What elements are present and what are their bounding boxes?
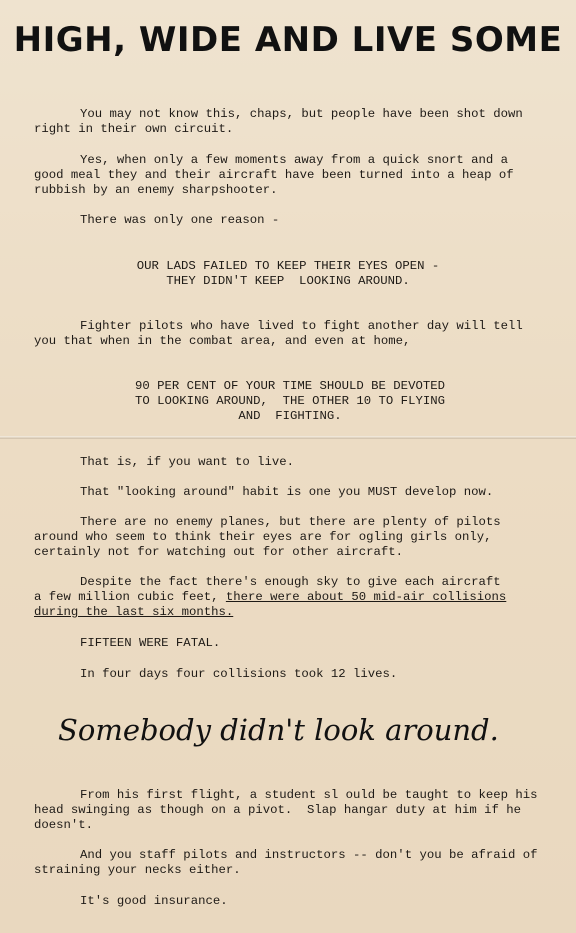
paragraph-7-line-3: certainly not for watching out for other aircraft. — [34, 545, 403, 559]
centered-block-1-line-1: OUR LADS FAILED TO KEEP THEIR EYES OPEN - — [136, 259, 440, 273]
paragraph-10: In four days four collisions took 12 lives. — [80, 667, 398, 681]
paragraph-4-line-2: you that when in the combat area, and even at home, — [34, 334, 411, 348]
paragraph-2-line-3: rubbish by an enemy sharpshooter. — [34, 183, 278, 197]
paragraph-5: That is, if you want to live. — [80, 455, 295, 469]
paragraph-7-line-2: around who seem to think their eyes are for ogling girls only, — [34, 530, 492, 544]
paragraph-8-line-3-underlined: during the last six months. — [34, 605, 234, 619]
paragraph-8-line-1: Despite the fact there's enough sky to give each aircraft — [80, 575, 501, 589]
centered-block-2-line-3: AND FIGHTING. — [238, 409, 342, 423]
centered-block-2-line-2: TO LOOKING AROUND, THE OTHER 10 TO FLYING — [135, 394, 445, 408]
collisions-underlined-text: there were about 50 mid-air collisions — [225, 590, 507, 604]
paragraph-11-line-3: doesn't. — [34, 818, 94, 832]
paragraph-2-line-1: Yes, when only a few moments away from a quick snort and a — [80, 153, 509, 167]
paragraph-1-line-1: You may not know this, chaps, but people have been shot down — [80, 107, 523, 121]
paragraph-9: FIFTEEN WERE FATAL. — [80, 636, 221, 650]
paragraph-12-line-1: And you staff pilots and instructors -- don't you be afraid of — [80, 848, 538, 862]
paragraph-11-line-1: From his first flight, a student sl ould be taught to keep his — [80, 788, 538, 802]
centered-block-1-line-2: THEY DIDN'T KEEP LOOKING AROUND. — [166, 274, 410, 288]
paragraph-1-line-2: right in their own circuit. — [34, 122, 234, 136]
paragraph-7-line-1: There are no enemy planes, but there are plenty of pilots — [80, 515, 501, 529]
paper-fold-crease — [0, 436, 576, 439]
paragraph-6: That "looking around" habit is one you MUST develop now. — [80, 485, 494, 499]
paragraph-8-line-2 — [34, 590, 506, 605]
paragraph-12-line-2: straining your necks either. — [34, 863, 241, 877]
script-slogan: Somebody didn't look around. — [58, 713, 499, 747]
headline: HIGH, WIDE AND LIVE SOME — [13, 20, 563, 60]
paragraph-2-line-2: good meal they and their aircraft have been turned into a heap of — [34, 168, 514, 182]
paragraph-13: It's good insurance. — [80, 894, 228, 908]
paragraph-3: There was only one reason - — [80, 213, 280, 227]
paragraph-4-line-1: Fighter pilots who have lived to fight another day will tell — [80, 319, 523, 333]
paragraph-11-line-2: head swinging as though on a pivot. Slap hangar duty at him if he — [34, 803, 522, 817]
centered-block-2-line-1: 90 PER CENT OF YOUR TIME SHOULD BE DEVOTED — [135, 379, 445, 393]
paragraph-8-line-2-text: a few million cubic feet, — [34, 590, 226, 604]
